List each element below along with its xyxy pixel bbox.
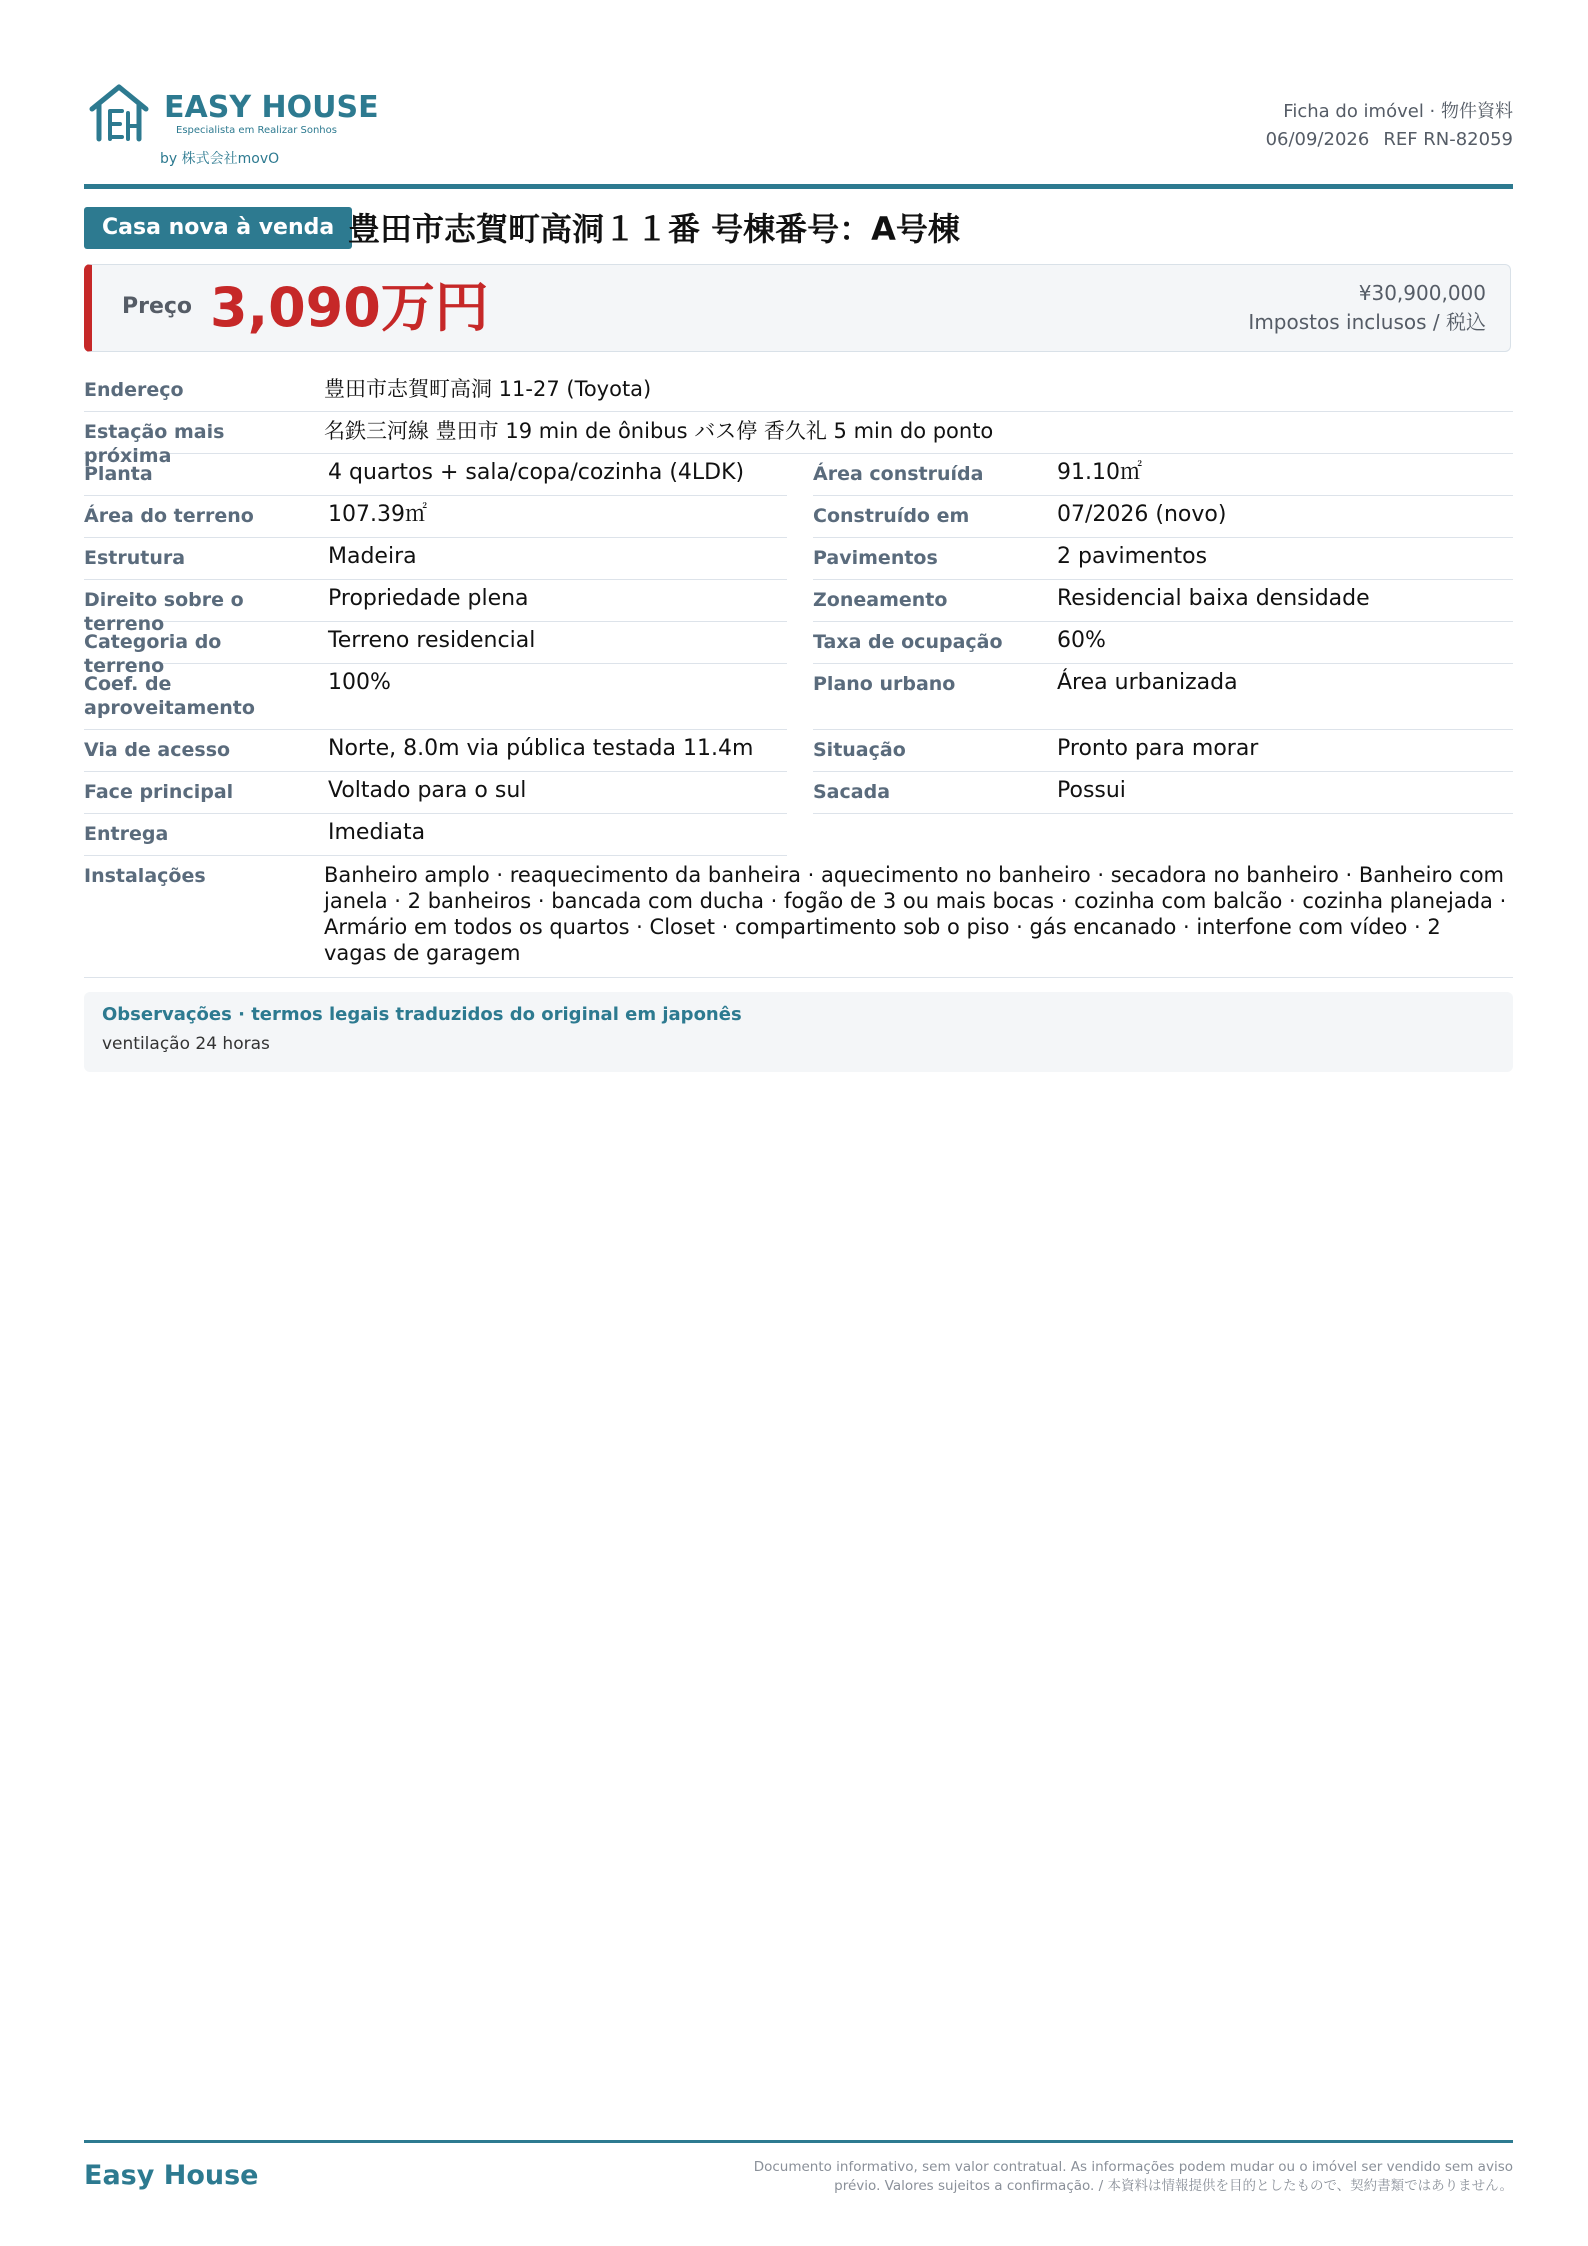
detail-row bbox=[84, 772, 1513, 814]
detail-value: Área urbanizada bbox=[1057, 670, 1238, 695]
detail-cell-planta bbox=[84, 454, 787, 496]
detail-value: Norte, 8.0m via pública testada 11.4m bbox=[328, 736, 754, 761]
detail-label: Planta bbox=[84, 463, 153, 485]
notes-box bbox=[84, 992, 1513, 1072]
price-box bbox=[84, 264, 1511, 352]
logo-company: by 株式会社movO bbox=[160, 151, 280, 167]
detail-cell-zoneamento bbox=[813, 580, 1513, 622]
detail-cell-plano bbox=[813, 664, 1513, 730]
detail-row-estacao bbox=[84, 412, 1513, 467]
logo bbox=[88, 80, 388, 180]
detail-row-instalacoes bbox=[84, 856, 1513, 978]
detail-label: Zoneamento bbox=[813, 589, 948, 611]
detail-value: Voltado para o sul bbox=[328, 778, 527, 803]
listing-type-badge: Casa nova à venda bbox=[84, 207, 352, 249]
detail-cell-sacada bbox=[813, 772, 1513, 814]
detail-label-coeficiente bbox=[84, 672, 304, 720]
house-logo-icon bbox=[88, 83, 150, 143]
document-date: 06/09/2026 bbox=[1265, 129, 1370, 150]
listing-title-row bbox=[84, 207, 1513, 251]
detail-row bbox=[84, 580, 1513, 635]
detail-label: Categoria do terreno bbox=[84, 631, 222, 677]
footer-disclaimer bbox=[613, 2158, 1513, 2196]
detail-label: Pavimentos bbox=[813, 547, 938, 569]
footer-disclaimer-line: prévio. Valores sujeitos a confirmação. / 本資料は情報提供を目的としたもので、契約書類ではありません。 bbox=[834, 2178, 1513, 2194]
detail-label: Estrutura bbox=[84, 547, 186, 569]
notes-title: Observações · termos legais traduzidos do original em japonês bbox=[102, 1004, 742, 1025]
detail-value: Pronto para morar bbox=[1057, 736, 1259, 761]
price-label: Preço bbox=[122, 294, 193, 319]
price-tax-note: Impostos inclusos / 税込 bbox=[1248, 310, 1486, 334]
detail-row bbox=[84, 622, 1513, 677]
price-yen: ¥30,900,000 bbox=[1358, 281, 1486, 305]
detail-cell-area-terreno bbox=[84, 496, 787, 538]
notes-text: ventilação 24 horas bbox=[102, 1034, 270, 1054]
price-value: 3,090万円 bbox=[210, 276, 489, 339]
detail-label: Área do terreno bbox=[84, 505, 254, 527]
detail-label-line: aproveitamento bbox=[84, 697, 255, 719]
detail-value: Imediata bbox=[328, 820, 426, 845]
footer-disclaimer-line: Documento informativo, sem valor contratual. As informações podem mudar ou o imóvel ser vendido sem aviso bbox=[753, 2159, 1513, 2175]
logo-tagline: Especialista em Realizar Sonhos bbox=[176, 125, 337, 136]
detail-value: 名鉄三河線 豊田市 19 min de ônibus バス停 香久礼 5 min do ponto bbox=[324, 419, 994, 443]
detail-cell-construido-em bbox=[813, 496, 1513, 538]
document-date-ref bbox=[1266, 126, 1513, 154]
property-sheet bbox=[84, 0, 1513, 2246]
detail-label-line: Coef. de bbox=[84, 673, 172, 695]
detail-value: 107.39㎡ bbox=[328, 502, 427, 527]
detail-value: Residencial baixa densidade bbox=[1057, 586, 1370, 611]
detail-cell-face bbox=[84, 772, 787, 814]
detail-value: Banheiro amplo · reaquecimento da banheira · aquecimento no banheiro · secadora no banheiro · Banheiro com janela · 2 banheiros · bancada com ducha · fogão de 3 ou mais bocas · cozinha com balcão · cozinha planejada · Armário em todos os quartos · Closet · compartimento sob o piso · gás encanado · interfone com vídeo · 2 vagas de garagem bbox=[324, 863, 1507, 965]
footer-divider bbox=[84, 2140, 1513, 2143]
details-table bbox=[84, 370, 1513, 978]
detail-value: 60% bbox=[1057, 628, 1106, 653]
detail-label: Face principal bbox=[84, 781, 234, 803]
detail-cell-direito bbox=[84, 580, 787, 635]
detail-value: 4 quartos + sala/copa/cozinha (4LDK) bbox=[328, 460, 745, 485]
detail-value: Possui bbox=[1057, 778, 1126, 803]
detail-value: Terreno residencial bbox=[328, 628, 536, 653]
detail-label: Área construída bbox=[813, 463, 984, 485]
listing-title: 豊田市志賀町高洞１１番 号棟番号：A号棟 bbox=[348, 210, 960, 248]
detail-label: Estação mais próxima bbox=[84, 421, 225, 467]
detail-cell-coeficiente bbox=[84, 664, 787, 730]
detail-label: Plano urbano bbox=[813, 673, 956, 695]
detail-label: Sacada bbox=[813, 781, 891, 803]
detail-cell-entrega bbox=[84, 814, 787, 856]
detail-row bbox=[84, 664, 1513, 730]
detail-cell-situacao bbox=[813, 730, 1513, 772]
detail-value: 100% bbox=[328, 670, 391, 695]
footer-brand: Easy House bbox=[84, 2160, 259, 2191]
detail-label: Taxa de ocupação bbox=[813, 631, 1003, 653]
header-divider bbox=[84, 184, 1513, 189]
detail-value: 07/2026 (novo) bbox=[1057, 502, 1227, 527]
detail-row bbox=[84, 730, 1513, 772]
logo-name: EASY HOUSE bbox=[164, 90, 379, 125]
detail-cell-pavimentos bbox=[813, 538, 1513, 580]
detail-row bbox=[84, 538, 1513, 580]
document-ref: REF RN-82059 bbox=[1383, 129, 1513, 150]
detail-row bbox=[84, 454, 1513, 496]
detail-cell-estrutura bbox=[84, 538, 787, 580]
detail-row bbox=[84, 496, 1513, 538]
detail-label: Endereço bbox=[84, 379, 184, 401]
detail-label: Situação bbox=[813, 739, 906, 761]
detail-cell-taxa bbox=[813, 622, 1513, 664]
detail-cell-categoria bbox=[84, 622, 787, 677]
header bbox=[84, 80, 1513, 184]
detail-value: Propriedade plena bbox=[328, 586, 529, 611]
detail-cell-area-construida bbox=[813, 454, 1513, 496]
document-meta bbox=[1266, 98, 1513, 154]
detail-row bbox=[84, 814, 1513, 856]
price-detail bbox=[1248, 279, 1486, 337]
detail-label: Instalações bbox=[84, 865, 206, 887]
detail-value: 2 pavimentos bbox=[1057, 544, 1208, 569]
detail-value: 91.10㎡ bbox=[1057, 460, 1142, 485]
detail-label: Entrega bbox=[84, 823, 169, 845]
detail-row-endereco bbox=[84, 370, 1513, 412]
detail-label: Direito sobre o terreno bbox=[84, 589, 244, 635]
detail-label: Via de acesso bbox=[84, 739, 231, 761]
detail-cell-via bbox=[84, 730, 787, 772]
detail-value: 豊田市志賀町高洞 11-27 (Toyota) bbox=[324, 377, 652, 401]
detail-value: Madeira bbox=[328, 544, 417, 569]
detail-label: Construído em bbox=[813, 505, 970, 527]
document-type: Ficha do imóvel · 物件資料 bbox=[1283, 101, 1513, 122]
